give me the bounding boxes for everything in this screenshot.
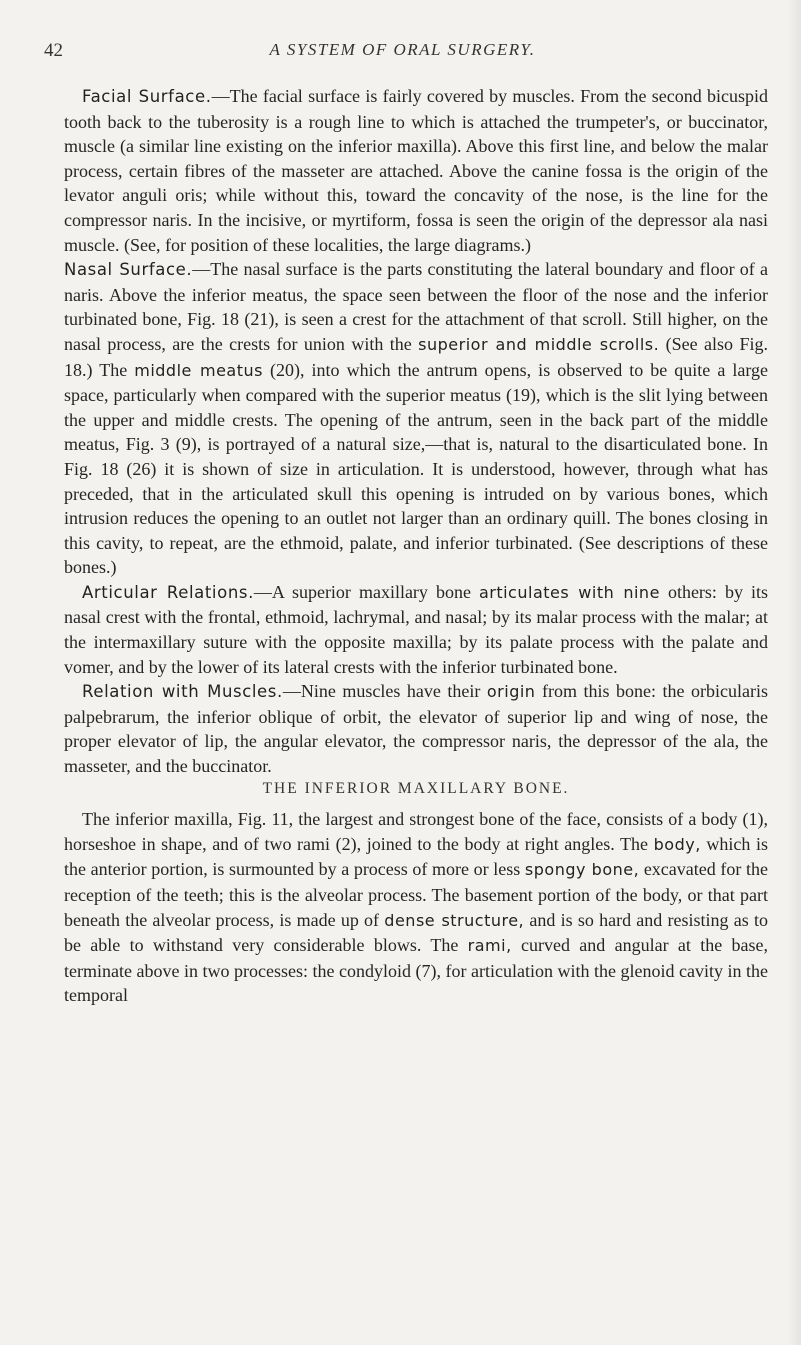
inferior-maxilla-text-3: excavated for the reception of the teeth; this is the alveolar process. The basement portion of the body, or that part beneath the alveolar process, is made up of bbox=[64, 859, 768, 930]
articular-relations-emphasis: articulates with nine bbox=[478, 582, 660, 602]
relation-with-muscles-text-2: from this bone: the orbicularis palpebrarum, the inferior oblique of orbit, the elevator of superior lip and wing of nose, the proper elevator of lip, the angular elevator, the compressor naris, the depressor of the ala, the masseter, and the buccinator. bbox=[64, 681, 769, 777]
inferior-maxilla-text-2: which is the anterior portion, is surmounted by a process of more or less bbox=[64, 833, 768, 880]
page-number: 42 bbox=[44, 40, 63, 61]
nasal-surface-emphasis-1: superior and middle scrolls. bbox=[418, 334, 660, 354]
paragraph-nasal-surface bbox=[64, 257, 768, 580]
inferior-maxilla-text-1: The inferior maxilla, Fig. 11, the largest and strongest bone of the face, consists of a body (1), horseshoe in shape, and of two rami (2), joined to the body at right angles. The bbox=[64, 809, 768, 854]
inferior-maxilla-text-4: and is so hard and resisting as to be able to withstand very considerable blows. The bbox=[64, 909, 769, 956]
inferior-maxilla-emphasis-2: spongy bone, bbox=[524, 860, 640, 880]
paragraph-facial-surface bbox=[64, 84, 768, 257]
inferior-maxilla-emphasis-4: rami, bbox=[467, 936, 512, 956]
nasal-surface-emphasis-2: middle meatus bbox=[134, 360, 263, 380]
paragraph-inferior-maxilla bbox=[64, 807, 768, 1008]
facial-surface-text: —The facial surface is fairly covered by muscles. From the second bicuspid tooth back to the tuberosity is a rough line to which is attached the trumpeter's, or buccinator, muscle (a similar line existing on the inferior maxilla). Above this first line, and below the malar process, certain fibres of the masseter are attached. Above the canine fossa is the origin of the levator anguli oris; while without this, toward the concavity of the nose, is the line for the compressor naris. In the incisive, or myrtiform, fossa is seen the origin of the depressor ala nasi muscle. (See, for position of these localities, the large diagrams.) bbox=[64, 86, 768, 255]
nasal-surface-text-2: (See also Fig. 18.) The bbox=[64, 333, 768, 380]
nasal-surface-heading: Nasal Surface. bbox=[64, 260, 193, 280]
page-edge-shadow bbox=[787, 0, 801, 1345]
body-text bbox=[64, 84, 768, 1008]
running-title: A SYSTEM OF ORAL SURGERY. bbox=[269, 40, 536, 59]
nasal-surface-text-3: (20), into which the antrum opens, is observed to be quite a large space, particularly when compared with the superior meatus (19), which is the slit lying between the upper and middle crests. The opening of the antrum, seen in the back part of the middle meatus, Fig. 3 (9), is portrayed of a natural size,—that is, natural to the disarticulated bone. In Fig. 18 (26) it is shown of size in articulation. It is understood, however, through what has preceded, that in the articulated skull this opening is intruded on by various bones, which intrusion reduces the opening to an outlet not larger than an ordinary quill. The bones closing in this cavity, to repeat, are the ethmoid, palate, and inferior turbinated. (See descriptions of these bones.) bbox=[64, 359, 769, 578]
nasal-surface-text-1: —The nasal surface is the parts constituting the lateral boundary and floor of a naris. Above the inferior meatus, the space seen between the floor of the nose and the inferior turbinated bone, Fig. 18 (21), is seen a crest for the attachment of that scroll. Still higher, on the nasal process, are the crests for union with the bbox=[64, 259, 768, 354]
paragraph-articular-relations bbox=[64, 580, 768, 679]
inferior-maxilla-emphasis-1: body, bbox=[653, 834, 701, 854]
page-header bbox=[44, 40, 761, 66]
articular-relations-heading: Articular Relations. bbox=[82, 582, 254, 602]
relation-with-muscles-emphasis: origin bbox=[486, 682, 536, 702]
paragraph-relation-with-muscles bbox=[64, 679, 768, 778]
section-heading: THE INFERIOR MAXILLARY BONE. bbox=[262, 779, 570, 797]
articular-relations-text-2: others: by its nasal crest with the frontal, ethmoid, lachrymal, and nasal; by its malar process with the malar; at the intermaxillary suture with the opposite maxilla; by its palate process with the palate and vomer, and by the lower of its lateral crests with the inferior turbinated bone. bbox=[64, 581, 768, 677]
articular-relations-text-1: —A superior maxillary bone bbox=[253, 581, 479, 602]
relation-with-muscles-text-1: —Nine muscles have their bbox=[282, 681, 487, 702]
relation-with-muscles-heading: Relation with Muscles. bbox=[82, 682, 283, 702]
inferior-maxilla-text-5: curved and angular at the base, terminate above in two processes: the condyloid (7), for articulation with the glenoid cavity in the temporal bbox=[64, 935, 768, 1006]
facial-surface-heading: Facial Surface. bbox=[82, 87, 212, 106]
inferior-maxilla-emphasis-3: dense structure, bbox=[384, 910, 525, 930]
